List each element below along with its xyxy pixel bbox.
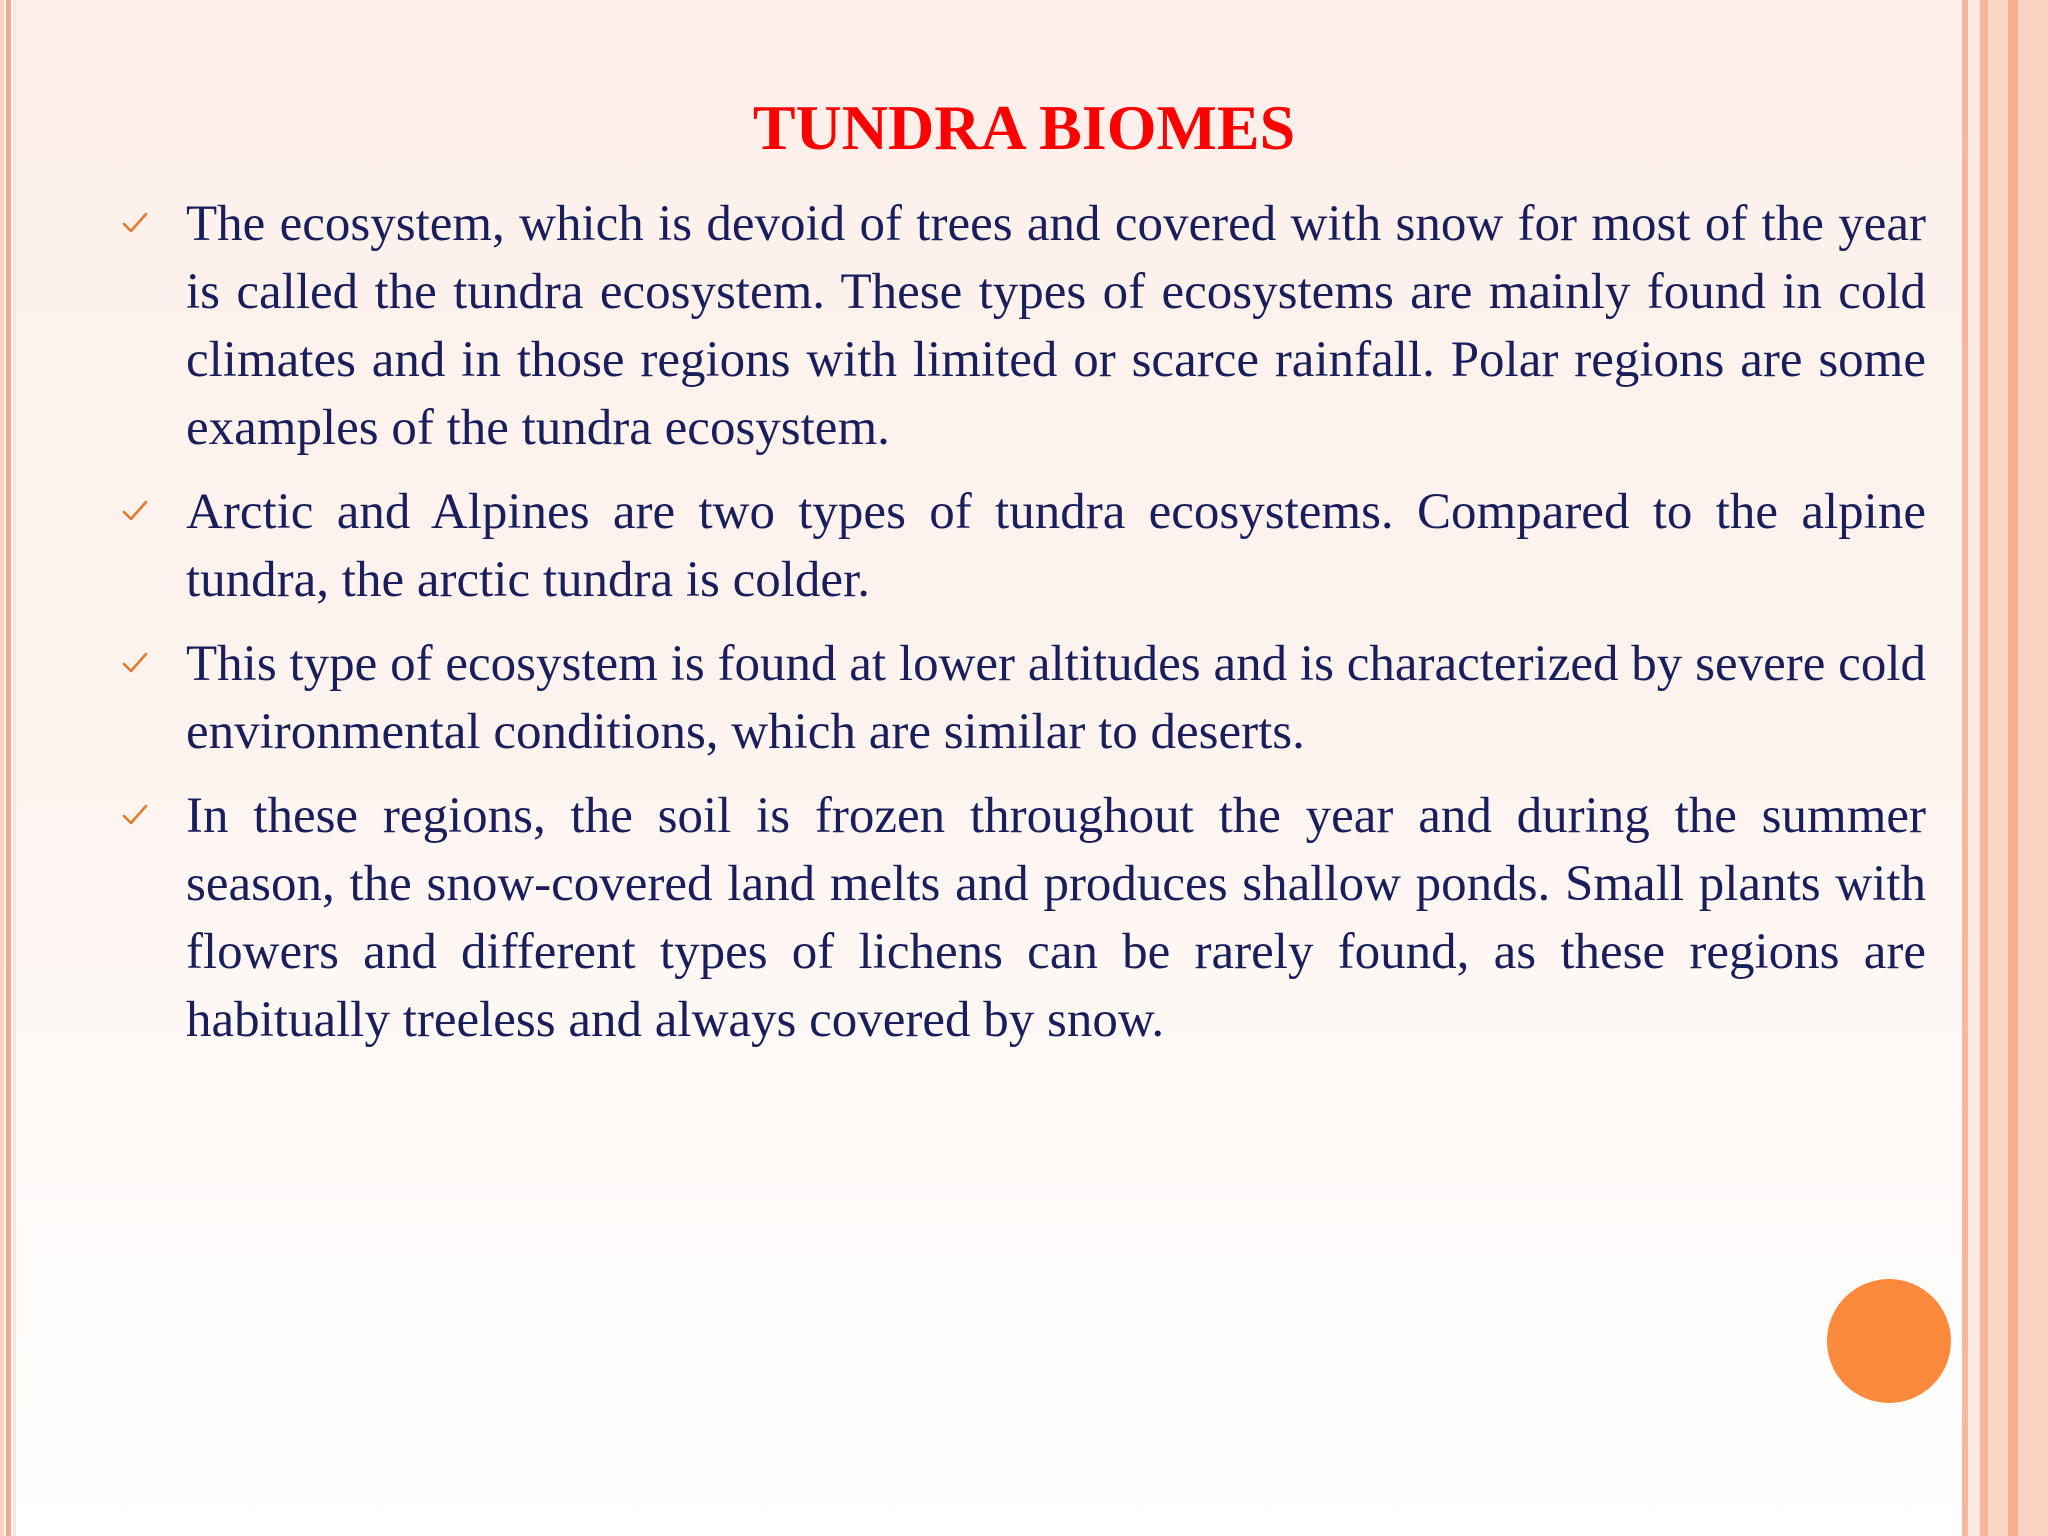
checkmark-icon — [120, 648, 150, 678]
bullet-text: Arctic and Alpines are two types of tundra ecosystems. Compared to the alpine tundra, the arctic tundra is colder. — [186, 484, 1926, 608]
bullet-text: This type of ecosystem is found at lower altitudes and is characterized by severe cold environmental conditions, which are similar to deserts. — [186, 636, 1926, 760]
right-border-stripe — [2018, 0, 2048, 1536]
checkmark-icon — [120, 496, 150, 526]
bullet-item — [120, 782, 1926, 1054]
bullet-item — [120, 478, 1926, 614]
left-border-stripe — [0, 0, 4, 1536]
bullet-item — [120, 630, 1926, 766]
bullet-text: In these regions, the soil is frozen throughout the year and during the summer season, the snow-covered land melts and produces shallow ponds. Small plants with flowers and different types of lichens can be rarely found, as these regions are habitually treeless and always covered by snow. — [186, 788, 1926, 1048]
right-border-stripe — [2008, 0, 2018, 1536]
right-border-stripe — [1988, 0, 2008, 1536]
left-border-stripe — [6, 0, 11, 1536]
bullet-text: The ecosystem, which is devoid of trees and covered with snow for most of the year is called the tundra ecosystem. These types of ecosystems are mainly found in cold climates and in those regions with limited or scarce rainfall. Polar regions are some examples of the tundra ecosystem. — [186, 196, 1926, 456]
slide-title: TUNDRA BIOMES — [752, 92, 1296, 163]
bullet-item — [120, 190, 1926, 462]
orange-circle-decoration — [1827, 1279, 1951, 1403]
right-border-stripe — [1968, 0, 1980, 1536]
right-border-stripe — [1980, 0, 1988, 1536]
bullet-list — [120, 190, 1926, 1070]
checkmark-icon — [120, 208, 150, 238]
checkmark-icon — [120, 800, 150, 830]
